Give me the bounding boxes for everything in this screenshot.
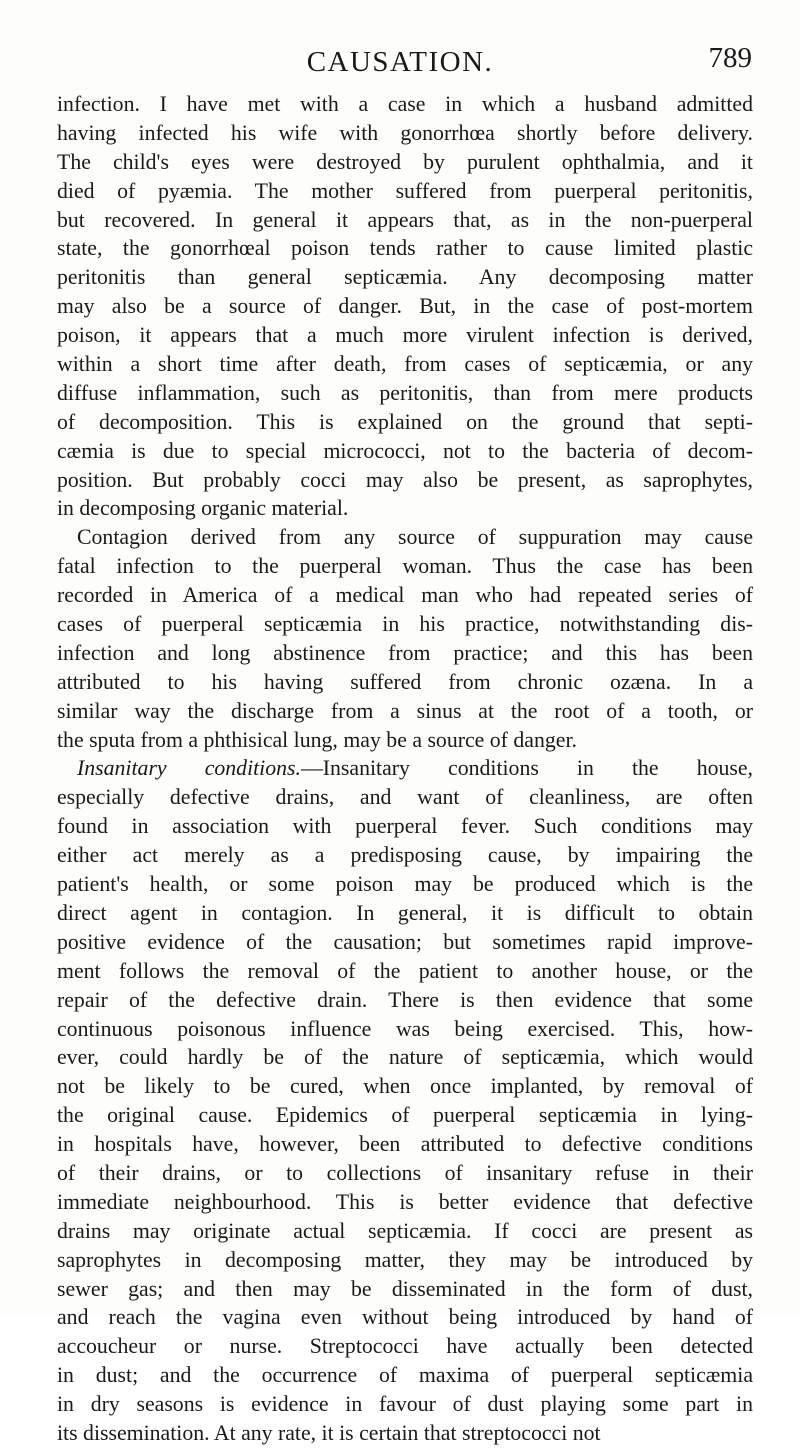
text-line (57, 90, 753, 119)
line-text: accoucheur or nurse. Streptococci have actually been detected (57, 1334, 753, 1359)
paragraph (57, 523, 753, 754)
line-text: cæmia is due to special micrococci, not to the bacteria of decom- (57, 438, 753, 463)
text-line (57, 1419, 753, 1448)
line-text: within a short time after death, from cases of septicæmia, or any (57, 352, 753, 377)
text-line (57, 1217, 753, 1246)
line-text: recorded in America of a medical man who had repeated series of (57, 583, 753, 608)
text-line (57, 206, 753, 235)
text-line (57, 263, 753, 292)
line-text: Contagion derived from any source of suppuration may cause (77, 525, 753, 550)
text-line (57, 697, 753, 726)
line-text: of their drains, or to collections of insanitary refuse in their (57, 1160, 753, 1185)
text-line (57, 234, 753, 263)
text-line (57, 148, 753, 177)
text-line (57, 1072, 753, 1101)
running-head (0, 42, 800, 82)
text-line (57, 119, 753, 148)
text-line (57, 1043, 753, 1072)
text-line (57, 581, 753, 610)
text-line (57, 870, 753, 899)
line-text: either act merely as a predisposing cause, by impairing the (57, 843, 753, 868)
text-line (57, 292, 753, 321)
line-text: direct agent in contagion. In general, it is difficult to obtain (57, 900, 753, 925)
paragraph (57, 754, 753, 1447)
line-text: cases of puerperal septicæmia in his practice, notwithstanding dis- (57, 612, 753, 637)
line-text: state, the gonorrhœal poison tends rather to cause limited plastic (57, 236, 753, 261)
line-text: peritonitis than general septicæmia. Any decomposing matter (57, 265, 753, 290)
text-line (57, 437, 753, 466)
text-line (57, 552, 753, 581)
line-text: ment follows the removal of the patient to another house, or the (57, 958, 753, 983)
line-text: in dust; and the occurrence of maxima of puerperal septicæmia (57, 1363, 753, 1388)
text-line (57, 668, 753, 697)
line-text: The child's eyes were destroyed by purulent ophthalmia, and it (57, 149, 753, 174)
paragraph (57, 90, 753, 523)
text-line (57, 408, 753, 437)
text-line (57, 754, 753, 783)
text-line (57, 1246, 753, 1275)
line-text: the sputa from a phthisical lung, may be a source of danger. (57, 727, 577, 752)
text-line (57, 1159, 753, 1188)
line-text: fatal infection to the puerperal woman. Thus the case has been (57, 554, 753, 579)
line-text: of decomposition. This is explained on the ground that septi- (57, 409, 753, 434)
text-line (57, 986, 753, 1015)
line-text: having infected his wife with gonorrhœa shortly before delivery. (57, 120, 753, 145)
line-text: positive evidence of the causation; but sometimes rapid improve- (57, 929, 753, 954)
line-text: in decomposing organic material. (57, 496, 349, 521)
line-text: repair of the defective drain. There is then evidence that some (57, 987, 753, 1012)
text-line (57, 321, 753, 350)
body-text (57, 90, 753, 1448)
line-text: found in association with puerperal fever. Such conditions may (57, 814, 753, 839)
text-line (57, 494, 753, 523)
text-line (57, 1361, 753, 1390)
text-line (57, 899, 753, 928)
text-line (57, 1101, 753, 1130)
text-line (57, 841, 753, 870)
text-line (57, 177, 753, 206)
line-text: poison, it appears that a much more virulent infection is derived, (57, 323, 753, 348)
line-text: —Insanitary conditions in the house, (300, 756, 753, 781)
line-text: not be likely to be cured, when once implanted, by removal of (57, 1074, 753, 1099)
line-text: patient's health, or some poison may be produced which is the (57, 872, 753, 897)
line-text: attributed to his having suffered from chronic ozæna. In a (57, 669, 753, 694)
text-line (57, 1390, 753, 1419)
text-line (57, 957, 753, 986)
text-line (57, 1275, 753, 1304)
line-text: immediate neighbourhood. This is better evidence that defective (57, 1189, 753, 1214)
text-line (57, 812, 753, 841)
text-line (57, 523, 753, 552)
text-line (57, 726, 753, 755)
line-text: but recovered. In general it appears that, as in the non-puerperal (57, 207, 753, 232)
line-text: continuous poisonous influence was being exercised. This, how- (57, 1016, 753, 1041)
text-line (57, 1188, 753, 1217)
text-line (57, 350, 753, 379)
text-line (57, 639, 753, 668)
line-text: ever, could hardly be of the nature of septicæmia, which would (57, 1045, 753, 1070)
text-line (57, 379, 753, 408)
page-number: 789 (708, 42, 752, 74)
line-text: the original cause. Epidemics of puerperal septicæmia in lying- (57, 1103, 753, 1128)
running-title: CAUSATION. (306, 46, 494, 78)
line-text: its dissemination. At any rate, it is certain that streptococci not (57, 1420, 601, 1445)
line-text: in hospitals have, however, been attributed to defective conditions (57, 1132, 753, 1157)
line-text: sewer gas; and then may be disseminated in the form of dust, (57, 1276, 753, 1301)
text-line (57, 610, 753, 639)
text-line (57, 783, 753, 812)
text-line (57, 1015, 753, 1044)
line-text: in dry seasons is evidence in favour of dust playing some part in (57, 1392, 753, 1417)
line-text: especially defective drains, and want of cleanliness, are often (57, 785, 753, 810)
text-line (57, 1130, 753, 1159)
line-text: died of pyæmia. The mother suffered from puerperal peritonitis, (57, 178, 753, 203)
line-text: drains may originate actual septicæmia. If cocci are present as (57, 1218, 753, 1243)
line-text: may also be a source of danger. But, in the case of post-mortem (57, 294, 753, 319)
line-text: infection and long abstinence from practice; and this has been (57, 640, 753, 665)
text-line (57, 466, 753, 495)
line-text: infection. I have met with a case in which a husband admitted (57, 92, 753, 116)
line-text: similar way the discharge from a sinus at the root of a tooth, or (57, 698, 753, 723)
line-text: saprophytes in decomposing matter, they may be introduced by (57, 1247, 753, 1272)
section-lead: Insanitary conditions. (77, 756, 301, 781)
text-line (57, 1332, 753, 1361)
line-text: and reach the vagina even without being introduced by hand of (57, 1305, 753, 1330)
line-text: diffuse inflammation, such as peritonitis, than from mere products (57, 380, 753, 405)
line-text: position. But probably cocci may also be present, as saprophytes, (57, 467, 753, 492)
text-line (57, 928, 753, 957)
text-line (57, 1303, 753, 1332)
